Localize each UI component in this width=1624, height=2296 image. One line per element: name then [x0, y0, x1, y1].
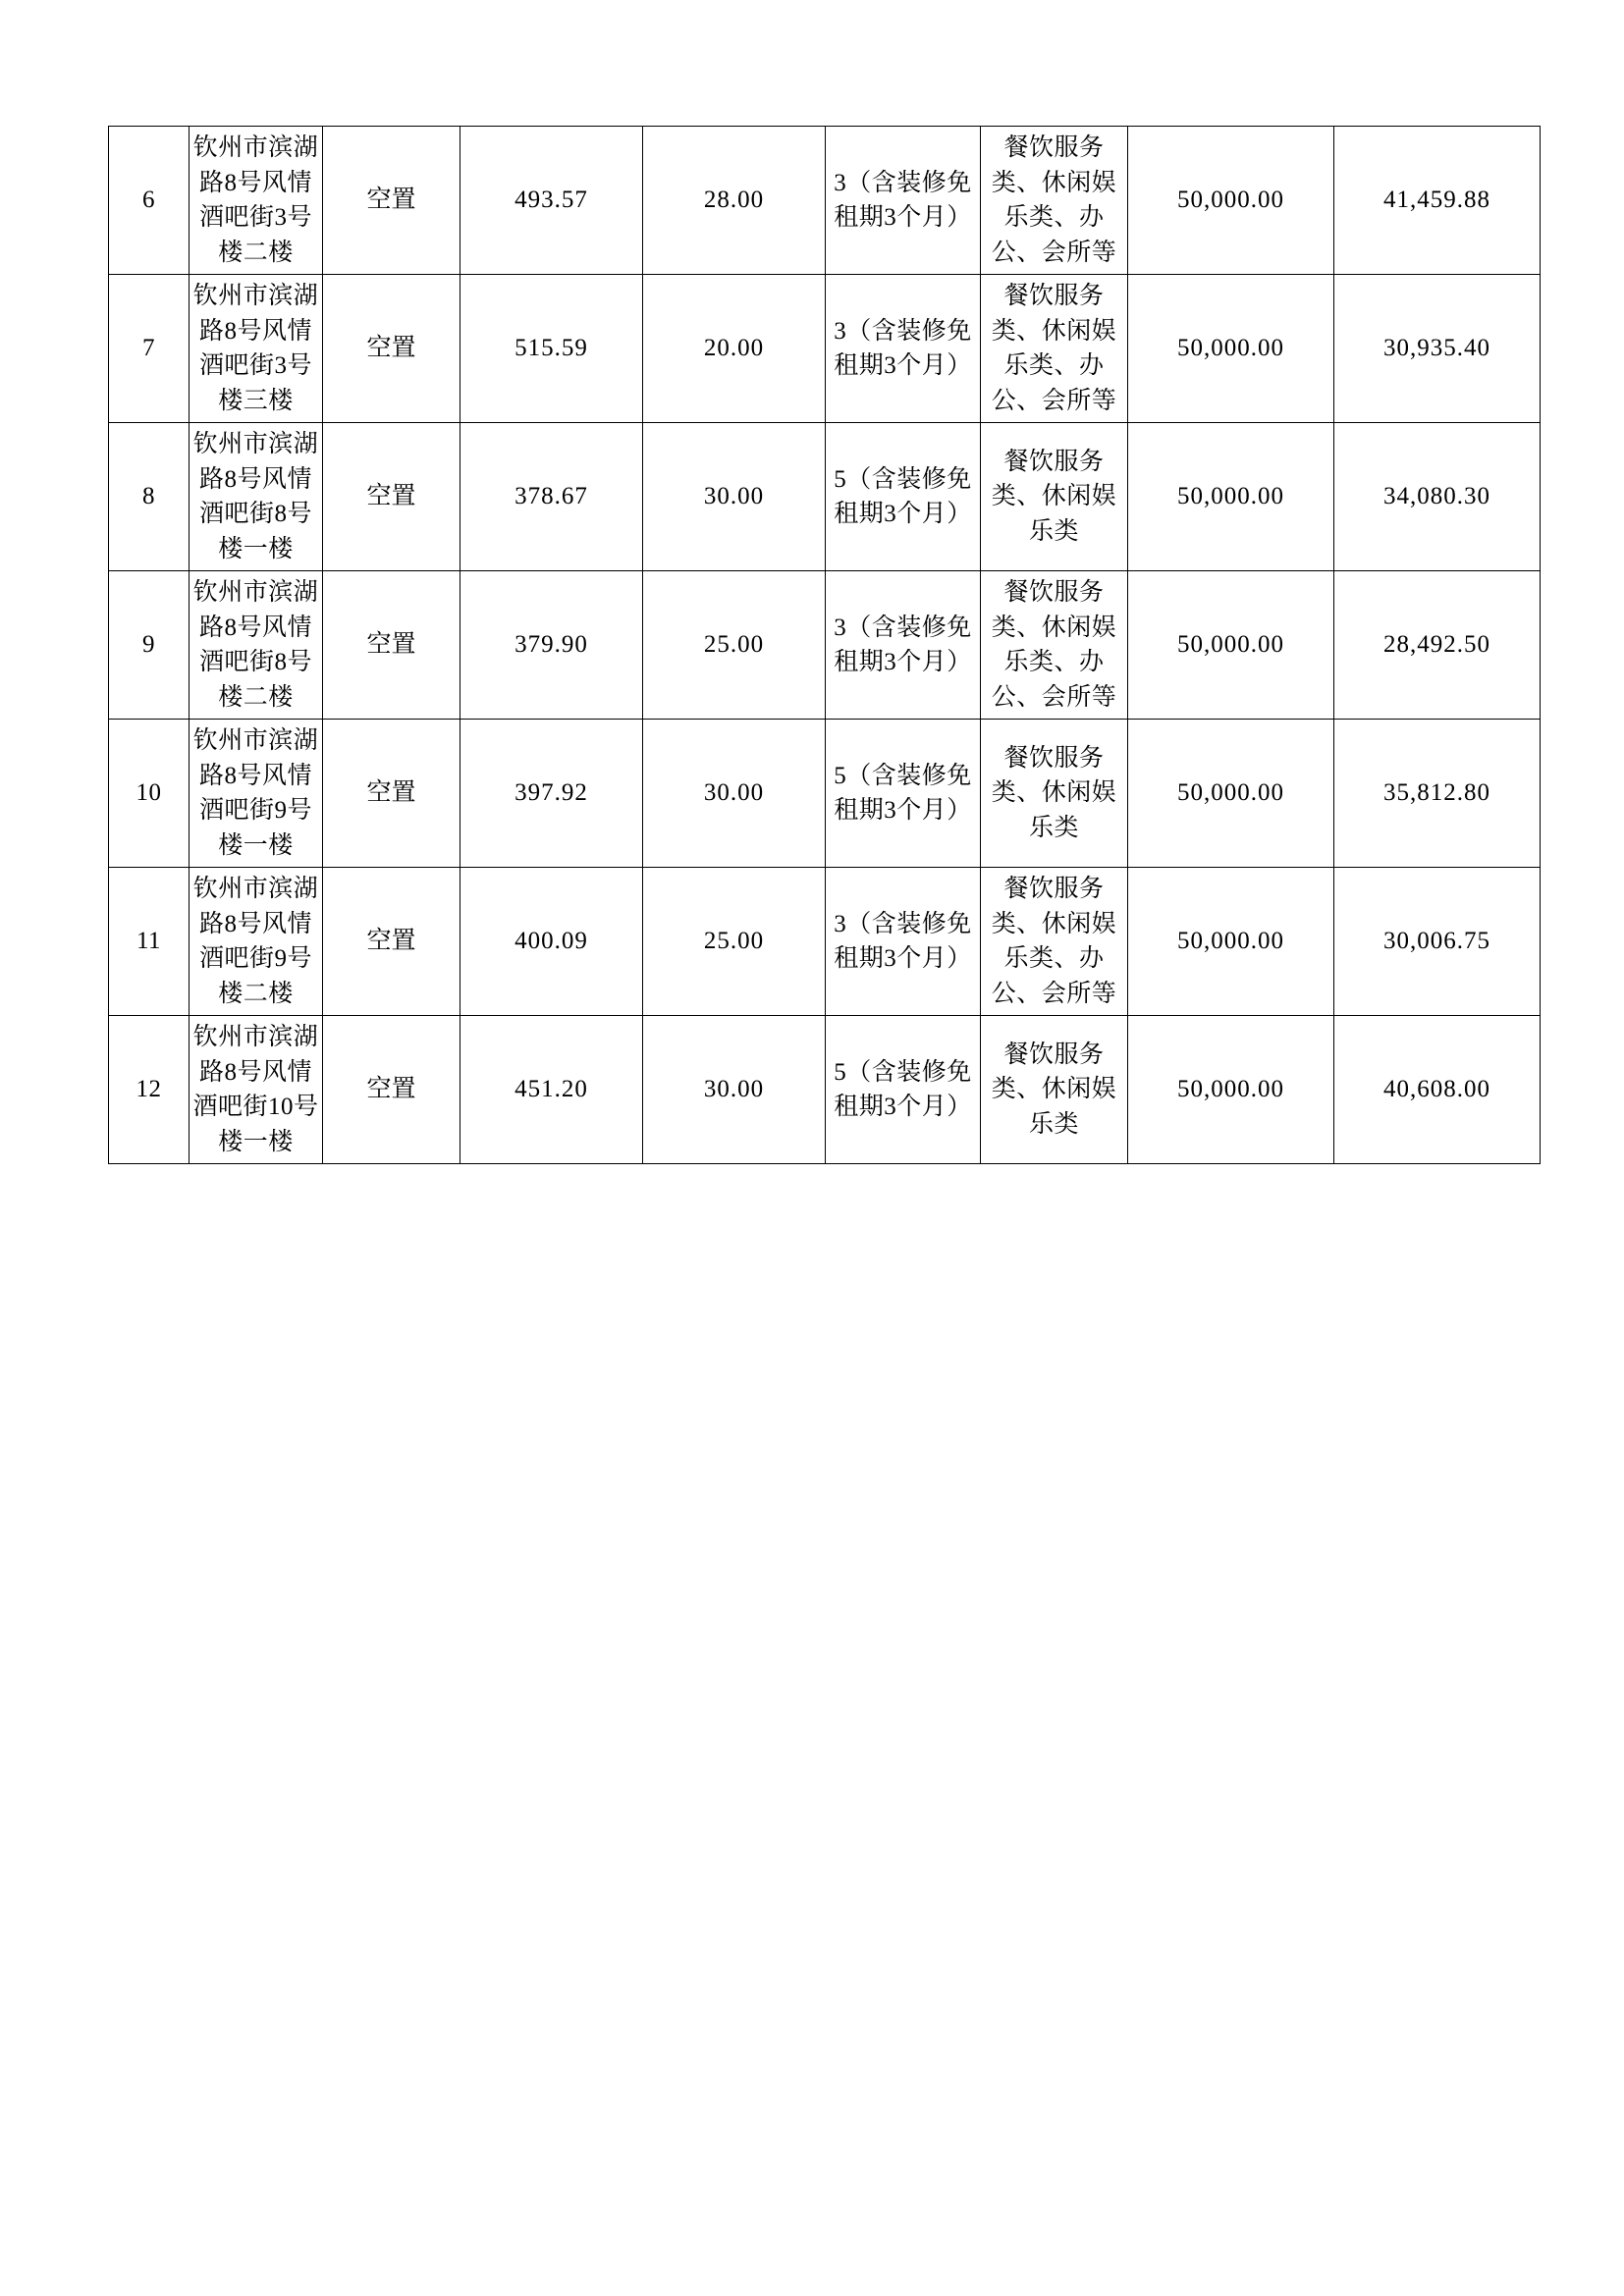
row-deposit: 50,000.00 [1128, 1016, 1334, 1164]
row-type: 餐饮服务类、休闲娱乐类、办公、会所等 [981, 868, 1128, 1016]
row-price: 25.00 [643, 571, 826, 720]
row-price: 28.00 [643, 127, 826, 275]
row-index: 7 [109, 275, 189, 423]
row-deposit: 50,000.00 [1128, 571, 1334, 720]
row-term: 3（含装修免租期3个月） [826, 127, 981, 275]
row-address: 钦州市滨湖路8号风情酒吧街9号楼二楼 [189, 868, 323, 1016]
row-amount: 40,608.00 [1334, 1016, 1541, 1164]
row-amount: 34,080.30 [1334, 423, 1541, 571]
row-term: 5（含装修免租期3个月） [826, 1016, 981, 1164]
row-type: 餐饮服务类、休闲娱乐类 [981, 423, 1128, 571]
row-area: 400.09 [460, 868, 643, 1016]
row-type: 餐饮服务类、休闲娱乐类 [981, 1016, 1128, 1164]
row-address: 钦州市滨湖路8号风情酒吧街10号楼一楼 [189, 1016, 323, 1164]
row-amount: 35,812.80 [1334, 720, 1541, 868]
row-term: 5（含装修免租期3个月） [826, 423, 981, 571]
table-row [109, 720, 1541, 868]
row-deposit: 50,000.00 [1128, 868, 1334, 1016]
row-status: 空置 [323, 127, 460, 275]
row-address: 钦州市滨湖路8号风情酒吧街8号楼一楼 [189, 423, 323, 571]
row-status: 空置 [323, 720, 460, 868]
row-index: 6 [109, 127, 189, 275]
row-type: 餐饮服务类、休闲娱乐类、办公、会所等 [981, 127, 1128, 275]
row-area: 451.20 [460, 1016, 643, 1164]
row-address: 钦州市滨湖路8号风情酒吧街9号楼一楼 [189, 720, 323, 868]
row-address: 钦州市滨湖路8号风情酒吧街8号楼二楼 [189, 571, 323, 720]
row-price: 30.00 [643, 720, 826, 868]
row-area: 397.92 [460, 720, 643, 868]
row-price: 25.00 [643, 868, 826, 1016]
table-row [109, 1016, 1541, 1164]
row-price: 20.00 [643, 275, 826, 423]
row-price: 30.00 [643, 423, 826, 571]
row-amount: 28,492.50 [1334, 571, 1541, 720]
row-area: 493.57 [460, 127, 643, 275]
table-row [109, 868, 1541, 1016]
row-amount: 41,459.88 [1334, 127, 1541, 275]
row-area: 379.90 [460, 571, 643, 720]
row-area: 515.59 [460, 275, 643, 423]
row-status: 空置 [323, 571, 460, 720]
row-address: 钦州市滨湖路8号风情酒吧街3号楼二楼 [189, 127, 323, 275]
row-deposit: 50,000.00 [1128, 275, 1334, 423]
row-type: 餐饮服务类、休闲娱乐类、办公、会所等 [981, 275, 1128, 423]
row-term: 3（含装修免租期3个月） [826, 275, 981, 423]
row-type: 餐饮服务类、休闲娱乐类 [981, 720, 1128, 868]
row-amount: 30,006.75 [1334, 868, 1541, 1016]
row-index: 9 [109, 571, 189, 720]
row-deposit: 50,000.00 [1128, 423, 1334, 571]
row-status: 空置 [323, 1016, 460, 1164]
row-index: 10 [109, 720, 189, 868]
row-amount: 30,935.40 [1334, 275, 1541, 423]
row-deposit: 50,000.00 [1128, 720, 1334, 868]
row-term: 3（含装修免租期3个月） [826, 868, 981, 1016]
row-term: 3（含装修免租期3个月） [826, 571, 981, 720]
table-row [109, 423, 1541, 571]
row-address: 钦州市滨湖路8号风情酒吧街3号楼三楼 [189, 275, 323, 423]
row-term: 5（含装修免租期3个月） [826, 720, 981, 868]
table-row [109, 127, 1541, 275]
row-status: 空置 [323, 868, 460, 1016]
row-type: 餐饮服务类、休闲娱乐类、办公、会所等 [981, 571, 1128, 720]
property-listing-table [108, 126, 1541, 1164]
row-index: 8 [109, 423, 189, 571]
table-body [109, 127, 1541, 1164]
row-status: 空置 [323, 275, 460, 423]
row-deposit: 50,000.00 [1128, 127, 1334, 275]
row-index: 11 [109, 868, 189, 1016]
row-price: 30.00 [643, 1016, 826, 1164]
row-status: 空置 [323, 423, 460, 571]
table-row [109, 275, 1541, 423]
row-area: 378.67 [460, 423, 643, 571]
row-index: 12 [109, 1016, 189, 1164]
table-row [109, 571, 1541, 720]
